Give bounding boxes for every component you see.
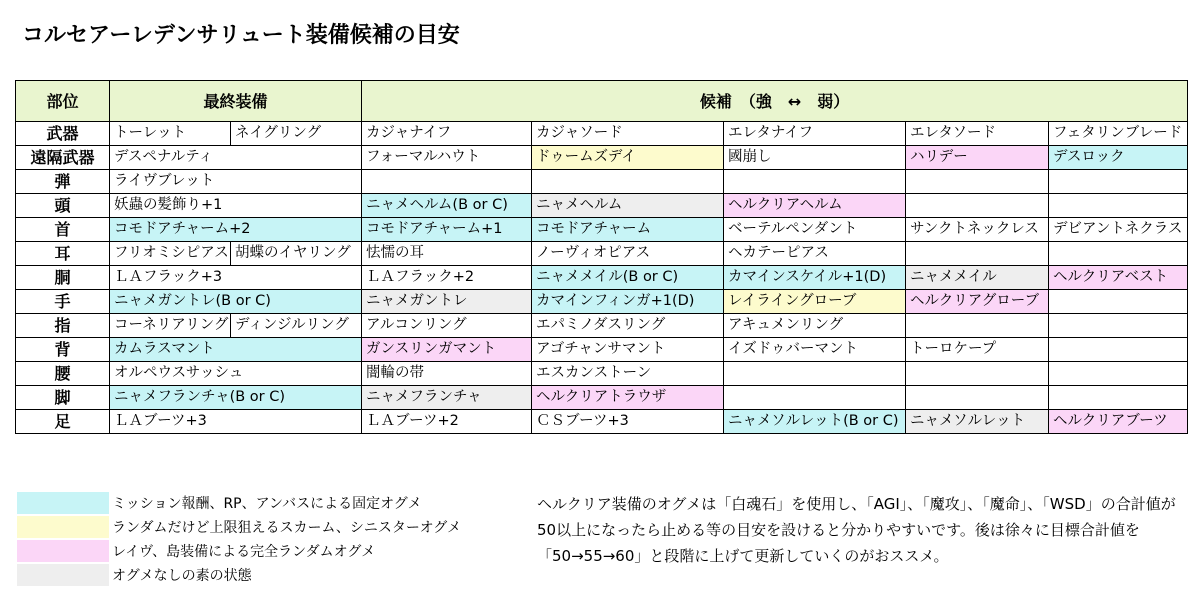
- candidate-cell: 闇輪の帯: [362, 362, 532, 386]
- slot-name: 弾: [16, 170, 110, 194]
- candidate-cell: [362, 170, 532, 194]
- table-header-row: [16, 81, 1188, 122]
- note-line: 「50→55→60」と段階に上げて更新していくのがおススメ。: [537, 547, 949, 565]
- final-equipment-cell: ディンジルリング: [231, 314, 362, 338]
- candidate-cell: サンクトネックレス: [906, 218, 1049, 242]
- slot-name: 胴: [16, 266, 110, 290]
- candidate-cell: [1049, 194, 1188, 218]
- final-equipment-cell: 胡蝶のイヤリング: [231, 242, 362, 266]
- slot-name: 指: [16, 314, 110, 338]
- candidate-cell: ＬＡブーツ+2: [362, 410, 532, 434]
- slot-name: 手: [16, 290, 110, 314]
- candidate-cell: アルコンリング: [362, 314, 532, 338]
- header-candidates: 候補 （強 ↔ 弱）: [362, 81, 1188, 122]
- candidate-cell: [906, 194, 1049, 218]
- header-part: 部位: [16, 81, 110, 122]
- slot-name: 耳: [16, 242, 110, 266]
- final-equipment-cell: 妖蟲の髪飾り+1: [110, 194, 362, 218]
- table-row: [16, 410, 1188, 434]
- table-row: [16, 122, 1188, 146]
- page-title: コルセアーレデンサリュート装備候補の目安: [22, 23, 460, 48]
- candidate-cell: ニャメヘルム: [532, 194, 724, 218]
- table-row: [16, 362, 1188, 386]
- candidate-cell: ニャメメイル(B or C): [532, 266, 724, 290]
- candidate-cell: イズドゥバーマント: [724, 338, 906, 362]
- legend-label: オグメなしの素の状態: [112, 568, 252, 584]
- candidate-cell: ＬＡフラック+2: [362, 266, 532, 290]
- table-row: [16, 338, 1188, 362]
- candidate-cell: レイライングローブ: [724, 290, 906, 314]
- candidate-cell: ヘルクリアグローブ: [906, 290, 1049, 314]
- table-row: [16, 242, 1188, 266]
- candidate-cell: エレタナイフ: [724, 122, 906, 146]
- candidate-cell: ヘルクリアベスト: [1049, 266, 1188, 290]
- candidate-cell: ヘルクリアブーツ: [1049, 410, 1188, 434]
- candidate-cell: [906, 170, 1049, 194]
- candidate-cell: トーロケープ: [906, 338, 1049, 362]
- candidate-cell: 怯懦の耳: [362, 242, 532, 266]
- candidate-cell: ニャメソルレット: [906, 410, 1049, 434]
- final-equipment-cell: ライヴブレット: [110, 170, 362, 194]
- candidate-cell: ドゥームズデイ: [532, 146, 724, 170]
- candidate-cell: コモドアチャーム+1: [362, 218, 532, 242]
- note-line: 50以上になったら止める等の目安を設けると分かりやすいです。後は徐々に目標合計値を: [537, 521, 1140, 539]
- legend-swatch: [17, 516, 109, 538]
- slot-name: 足: [16, 410, 110, 434]
- candidate-cell: フォーマルハウト: [362, 146, 532, 170]
- final-equipment-cell: カムラスマント: [110, 338, 362, 362]
- final-equipment-cell: フリオミシピアス: [110, 242, 231, 266]
- table-row: [16, 194, 1188, 218]
- candidate-cell: ヘルクリアヘルム: [724, 194, 906, 218]
- slot-name: 脚: [16, 386, 110, 410]
- legend-label: ランダムだけど上限狙えるスカーム、シニスターオグメ: [112, 520, 462, 536]
- augment-note: [537, 491, 1182, 569]
- candidate-cell: フェタリンブレード: [1049, 122, 1188, 146]
- candidate-cell: カマインスケイル+1(D): [724, 266, 906, 290]
- candidate-cell: [1049, 338, 1188, 362]
- legend-label: ミッション報酬、RP、アンバスによる固定オグメ: [112, 496, 422, 512]
- candidate-cell: ニャメフランチャ: [362, 386, 532, 410]
- table-row: [16, 218, 1188, 242]
- candidate-cell: [1049, 290, 1188, 314]
- candidate-cell: エパミノダスリング: [532, 314, 724, 338]
- final-equipment-cell: オルペウスサッシュ: [110, 362, 362, 386]
- candidate-cell: ニャメソルレット(B or C): [724, 410, 906, 434]
- table-row: [16, 170, 1188, 194]
- candidate-cell: [1049, 242, 1188, 266]
- legend-item: [17, 491, 461, 515]
- legend-swatch: [17, 540, 109, 562]
- slot-name: 首: [16, 218, 110, 242]
- final-equipment-cell: ＬＡフラック+3: [110, 266, 362, 290]
- candidate-cell: ＣＳブーツ+3: [532, 410, 724, 434]
- final-equipment-cell: トーレット: [110, 122, 231, 146]
- candidate-cell: [724, 386, 906, 410]
- candidate-cell: [906, 242, 1049, 266]
- candidate-cell: 國崩し: [724, 146, 906, 170]
- candidate-cell: [1049, 362, 1188, 386]
- candidate-cell: アゴチャンサマント: [532, 338, 724, 362]
- table-row: [16, 290, 1188, 314]
- table-row: [16, 386, 1188, 410]
- slot-name: 遠隔武器: [16, 146, 110, 170]
- legend-item: [17, 539, 461, 563]
- final-equipment-cell: デスペナルティ: [110, 146, 362, 170]
- candidate-cell: [724, 362, 906, 386]
- candidate-cell: ベーテルペンダント: [724, 218, 906, 242]
- legend-swatch: [17, 492, 109, 514]
- candidate-cell: ガンスリンガマント: [362, 338, 532, 362]
- candidate-cell: デビアントネクラス: [1049, 218, 1188, 242]
- candidate-cell: アキュメンリング: [724, 314, 906, 338]
- candidate-cell: コモドアチャーム: [532, 218, 724, 242]
- header-final-equipment: 最終装備: [110, 81, 362, 122]
- color-legend: [17, 491, 461, 587]
- candidate-cell: デスロック: [1049, 146, 1188, 170]
- equipment-table: [15, 80, 1188, 434]
- candidate-cell: [906, 362, 1049, 386]
- final-equipment-cell: ＬＡブーツ+3: [110, 410, 362, 434]
- table-row: [16, 266, 1188, 290]
- legend-label: レイヴ、島装備による完全ランダムオグメ: [112, 544, 376, 560]
- final-equipment-cell: ネイグリング: [231, 122, 362, 146]
- candidate-cell: [1049, 170, 1188, 194]
- slot-name: 武器: [16, 122, 110, 146]
- candidate-cell: [724, 170, 906, 194]
- candidate-cell: [906, 386, 1049, 410]
- legend-item: [17, 515, 461, 539]
- candidate-cell: ノーヴィオピアス: [532, 242, 724, 266]
- final-equipment-cell: コモドアチャーム+2: [110, 218, 362, 242]
- candidate-cell: エレタソード: [906, 122, 1049, 146]
- table-row: [16, 314, 1188, 338]
- candidate-cell: [1049, 314, 1188, 338]
- candidate-cell: ニャメヘルム(B or C): [362, 194, 532, 218]
- candidate-cell: カジャソード: [532, 122, 724, 146]
- candidate-cell: ヘカテーピアス: [724, 242, 906, 266]
- candidate-cell: ハリデー: [906, 146, 1049, 170]
- candidate-cell: エスカンストーン: [532, 362, 724, 386]
- candidate-cell: カジャナイフ: [362, 122, 532, 146]
- candidate-cell: [1049, 386, 1188, 410]
- final-equipment-cell: ニャメガントレ(B or C): [110, 290, 362, 314]
- legend-item: [17, 563, 461, 587]
- slot-name: 背: [16, 338, 110, 362]
- candidate-cell: ニャメメイル: [906, 266, 1049, 290]
- candidate-cell: ヘルクリアトラウザ: [532, 386, 724, 410]
- slot-name: 頭: [16, 194, 110, 218]
- candidate-cell: [906, 314, 1049, 338]
- legend-swatch: [17, 564, 109, 586]
- table-row: [16, 146, 1188, 170]
- note-line: ヘルクリア装備のオグメは「白魂石」を使用し、「AGI」、「魔攻」、「魔命」、「WSD」の合計値が: [537, 495, 1176, 513]
- final-equipment-cell: ニャメフランチャ(B or C): [110, 386, 362, 410]
- final-equipment-cell: コーネリアリング: [110, 314, 231, 338]
- candidate-cell: [532, 170, 724, 194]
- candidate-cell: ニャメガントレ: [362, 290, 532, 314]
- slot-name: 腰: [16, 362, 110, 386]
- candidate-cell: カマインフィンガ+1(D): [532, 290, 724, 314]
